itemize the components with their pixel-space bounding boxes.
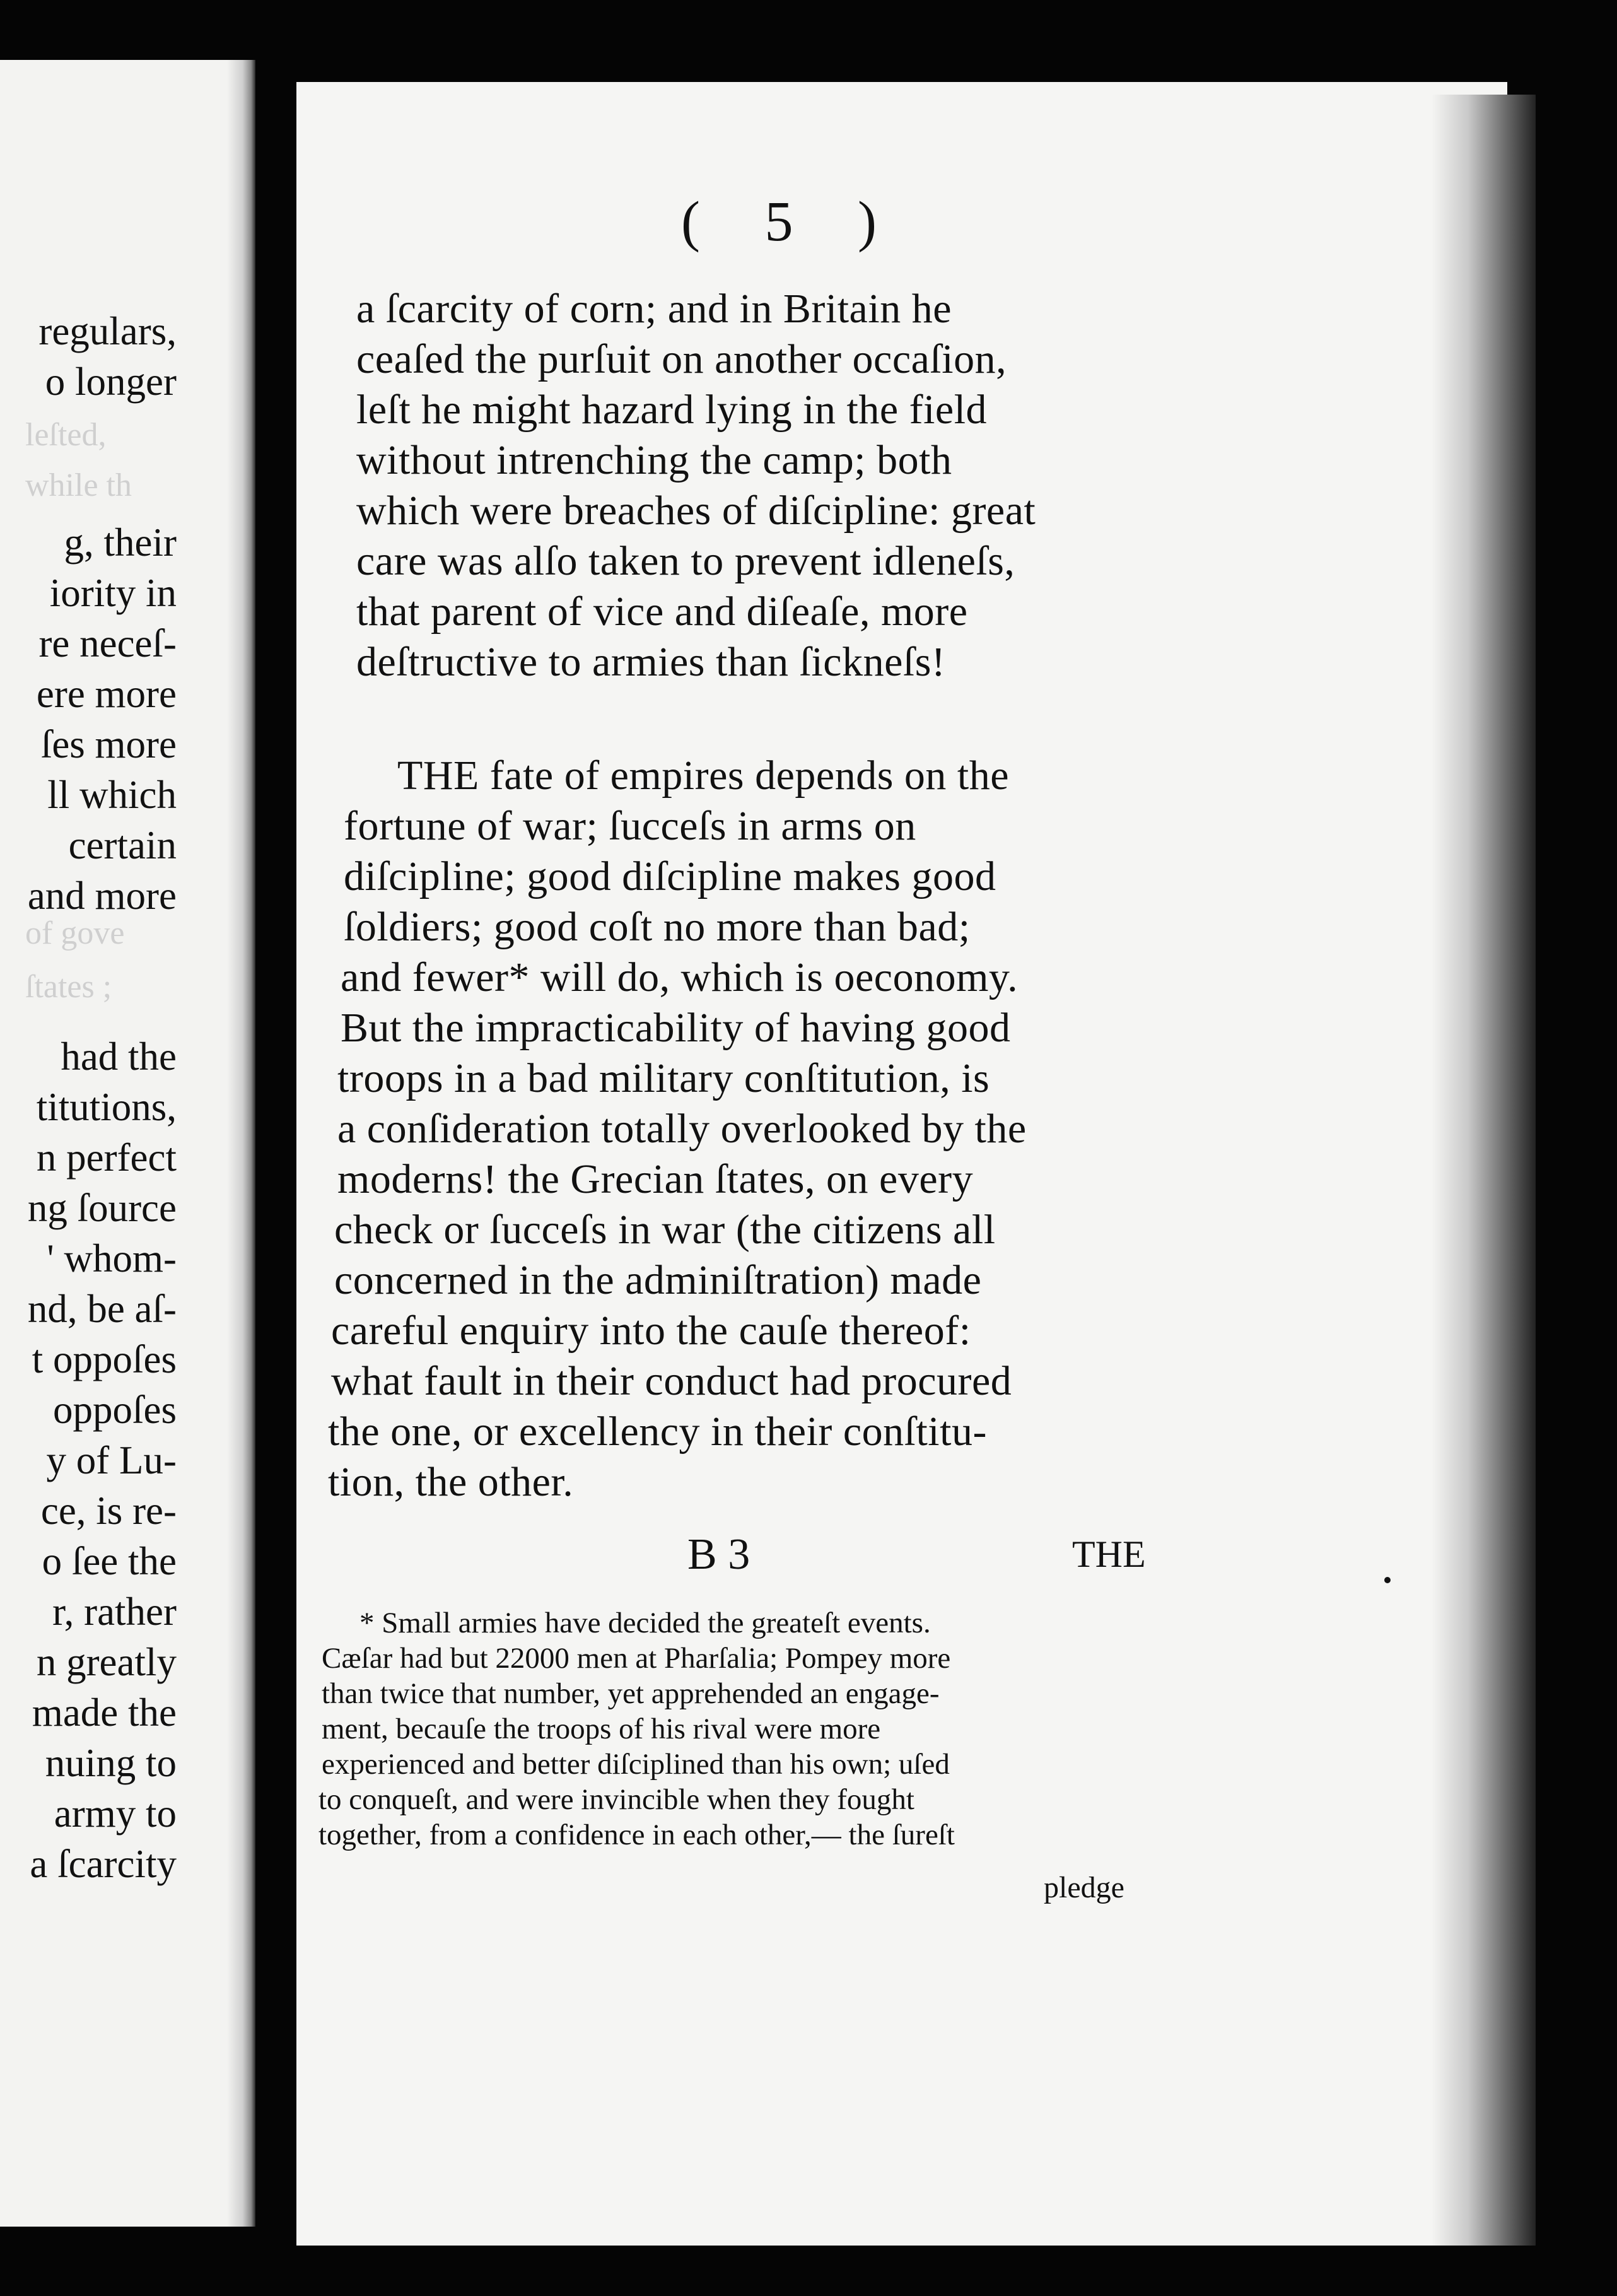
left-page-line: n perfect bbox=[36, 1135, 177, 1180]
left-facing-page bbox=[0, 60, 255, 2227]
text-line: which were breaches of diſcipline: great bbox=[356, 488, 1036, 534]
left-page-line: n greatly bbox=[36, 1640, 177, 1684]
left-page-line: titutions, bbox=[36, 1085, 177, 1129]
footnote-line: Cæſar had but 22000 men at Pharſalia; Pompey more bbox=[322, 1642, 951, 1675]
signature-mark: B 3 bbox=[687, 1530, 750, 1579]
left-page-line: oppoſes bbox=[53, 1388, 177, 1432]
footnote-catchword: pledge bbox=[1044, 1871, 1124, 1904]
left-page-line: ' whom- bbox=[47, 1236, 177, 1280]
text-line: without intrenching the camp; both bbox=[356, 437, 952, 483]
text-line: leſt he might hazard lying in the field bbox=[356, 387, 988, 433]
left-page-line: ll which bbox=[47, 773, 177, 817]
left-page-line: ng ſource bbox=[27, 1186, 177, 1230]
text-line: troops in a bad military conſtitution, is bbox=[337, 1055, 990, 1101]
text-line: moderns! the Grecian ſtates, on every bbox=[337, 1156, 974, 1202]
page-edge-shadow bbox=[1432, 95, 1536, 2246]
left-page-line: ere more bbox=[36, 672, 177, 716]
left-page-line: a ſcarcity bbox=[30, 1842, 177, 1886]
footnote-line: * Small armies have decided the greateſt events. bbox=[359, 1607, 931, 1639]
left-page-line: t oppoſes bbox=[32, 1337, 177, 1381]
text-line: a ſcarcity of corn; and in Britain he bbox=[356, 286, 952, 332]
left-page-line: re neceſ- bbox=[38, 621, 177, 665]
text-line: THE fate of empires depends on the bbox=[397, 753, 1010, 799]
footnote-line: together, from a confidence in each other,— the ſureſt bbox=[318, 1819, 955, 1851]
ink-speck bbox=[1384, 1577, 1391, 1583]
text-line: deſtructive to armies than ſickneſs! bbox=[356, 639, 946, 685]
text-line: that parent of vice and diſeaſe, more bbox=[356, 589, 968, 635]
text-line: tion, the other. bbox=[328, 1459, 574, 1505]
left-page-line: army to bbox=[54, 1791, 177, 1836]
footnote-line: experienced and better diſciplined than his own; uſed bbox=[322, 1748, 950, 1781]
text-line: But the impracticability of having good bbox=[341, 1005, 1011, 1051]
left-page-line: nd, be aſ- bbox=[27, 1287, 177, 1331]
left-page-line: y of Lu- bbox=[46, 1438, 177, 1482]
text-line: ceaſed the purſuit on another occaſion, bbox=[356, 336, 1007, 382]
text-line: and fewer* will do, which is oeconomy. bbox=[341, 954, 1019, 1000]
text-line: diſcipline; good diſcipline makes good bbox=[344, 853, 996, 899]
left-page-line: nuing to bbox=[45, 1741, 177, 1785]
catchword: THE bbox=[1072, 1533, 1146, 1575]
text-line: what fault in their conduct had procured bbox=[331, 1358, 1012, 1404]
left-page-line: made the bbox=[32, 1690, 177, 1735]
text-line: ſoldiers; good coſt no more than bad; bbox=[344, 904, 971, 950]
text-line: check or ſucceſs in war (the citizens all bbox=[334, 1207, 996, 1253]
text-line: fortune of war; ſucceſs in arms on bbox=[344, 803, 916, 849]
left-page-line: iority in bbox=[49, 571, 177, 615]
left-page-line: had the bbox=[61, 1034, 177, 1079]
footnote-line: than twice that number, yet apprehended an engage- bbox=[322, 1677, 940, 1710]
text-line: a conſideration totally overlooked by the bbox=[337, 1106, 1027, 1152]
bleed-through-text: leſted, bbox=[25, 417, 107, 453]
text-line: the one, or excellency in their conſtitu- bbox=[328, 1409, 987, 1455]
left-page-line: r, rather bbox=[52, 1590, 177, 1634]
text-line: concerned in the adminiſtration) made bbox=[334, 1257, 982, 1303]
left-page-line: regulars, bbox=[38, 309, 177, 353]
page-number-header: ( 5 ) bbox=[681, 190, 902, 253]
left-page-line: o ſee the bbox=[42, 1539, 177, 1583]
left-page-line: o longer bbox=[45, 360, 177, 404]
left-page-line: and more bbox=[27, 874, 177, 918]
left-page-line: g, their bbox=[64, 520, 177, 565]
bleed-through-text: of gove bbox=[25, 915, 125, 951]
left-page-line: ſes more bbox=[40, 722, 177, 766]
page-gutter-shadow bbox=[227, 60, 255, 2227]
left-page-line: certain bbox=[68, 823, 177, 867]
text-line: careful enquiry into the cauſe thereof: bbox=[331, 1308, 971, 1354]
footnote-line: to conqueſt, and were invincible when they fought bbox=[318, 1783, 914, 1816]
footnote-line: ment, becauſe the troops of his rival were more bbox=[322, 1713, 881, 1745]
left-page-line: ce, is re- bbox=[40, 1489, 177, 1533]
text-line: care was alſo taken to prevent idleneſs, bbox=[356, 538, 1015, 584]
bleed-through-text: ſtates ; bbox=[25, 969, 112, 1005]
bleed-through-text: while th bbox=[25, 467, 132, 503]
